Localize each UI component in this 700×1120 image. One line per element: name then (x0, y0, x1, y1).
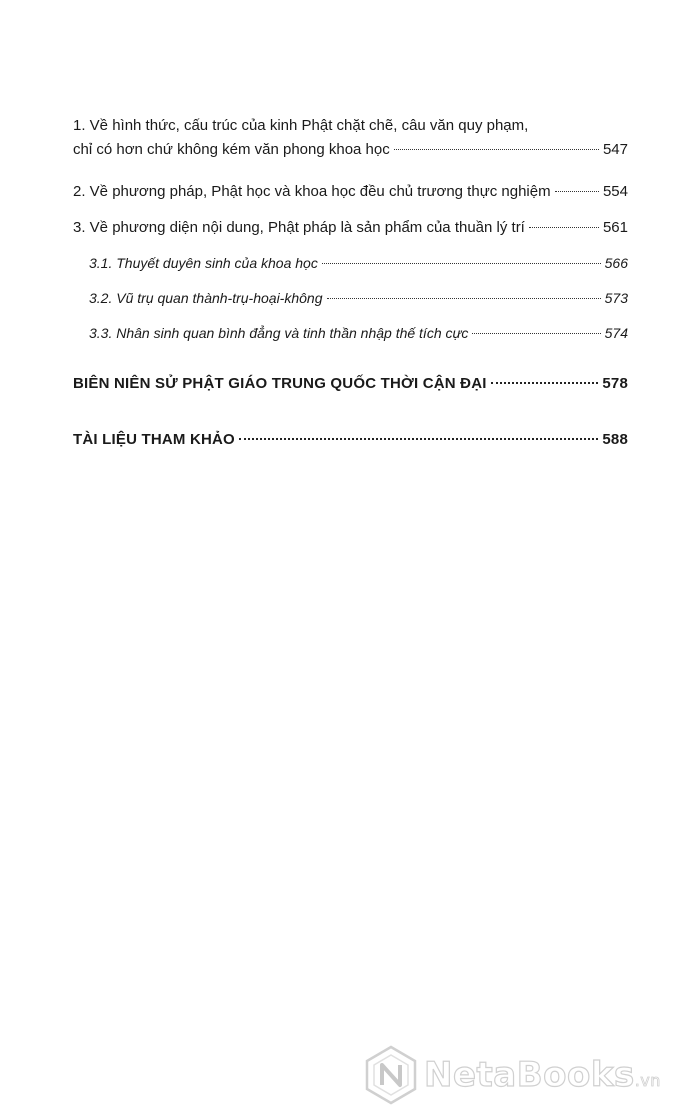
toc-entry-1 (73, 114, 628, 162)
toc-subentry-3-1 (73, 251, 628, 275)
toc-entry-page: 547 (602, 141, 628, 158)
toc-subentry-3-2 (73, 286, 628, 310)
watermark-suffix: .vn (634, 1071, 661, 1090)
toc-entry-3 (73, 216, 628, 240)
netabooks-watermark (364, 1043, 684, 1107)
toc-subentry-page: 574 (604, 325, 628, 341)
dot-leader (472, 333, 600, 334)
dot-leader (555, 191, 599, 192)
dot-leader (394, 149, 599, 150)
toc-subentry-title: 3.3. Nhân sinh quan bình đẳng và tinh thần nhập thế tích cực (89, 325, 469, 341)
watermark-text (424, 1055, 661, 1095)
watermark-brand: NetaBooks (424, 1055, 635, 1095)
toc-major-page: 578 (602, 375, 628, 392)
toc-major-title: TÀI LIỆU THAM KHẢO (73, 431, 235, 448)
toc-subentry-page: 566 (604, 255, 628, 271)
toc-entry-title-line1: 1. Về hình thức, cấu trúc của kinh Phật chặt chẽ, câu văn quy phạm, (73, 117, 529, 134)
toc-entry-title: 3. Về phương diện nội dung, Phật pháp là sản phẩm của thuần lý trí (73, 219, 525, 236)
toc-entry-page: 561 (602, 219, 628, 236)
toc-major-page: 588 (602, 431, 628, 448)
dot-leader (239, 438, 598, 440)
toc-major-references (73, 428, 628, 452)
dot-leader (327, 298, 601, 299)
netabooks-logo-icon (364, 1045, 418, 1105)
toc-entry-title: 2. Về phương pháp, Phật học và khoa học đều chủ trương thực nghiệm (73, 183, 551, 200)
toc-major-title: BIÊN NIÊN SỬ PHẬT GIÁO TRUNG QUỐC THỜI CẬN ĐẠI (73, 375, 487, 392)
toc-subentry-page: 573 (604, 290, 628, 306)
toc-entry-2 (73, 180, 628, 204)
dot-leader (491, 382, 599, 384)
toc-entry-title-line2: chỉ có hơn chứ không kém văn phong khoa học (73, 141, 390, 158)
dot-leader (529, 227, 599, 228)
dot-leader (322, 263, 601, 264)
toc-major-chronology (73, 372, 628, 396)
toc-subentry-title: 3.2. Vũ trụ quan thành-trụ-hoại-không (89, 290, 323, 306)
toc-entry-page: 554 (602, 183, 628, 200)
toc-subentry-3-3 (73, 321, 628, 345)
toc-subentry-title: 3.1. Thuyết duyên sinh của khoa học (89, 255, 318, 271)
